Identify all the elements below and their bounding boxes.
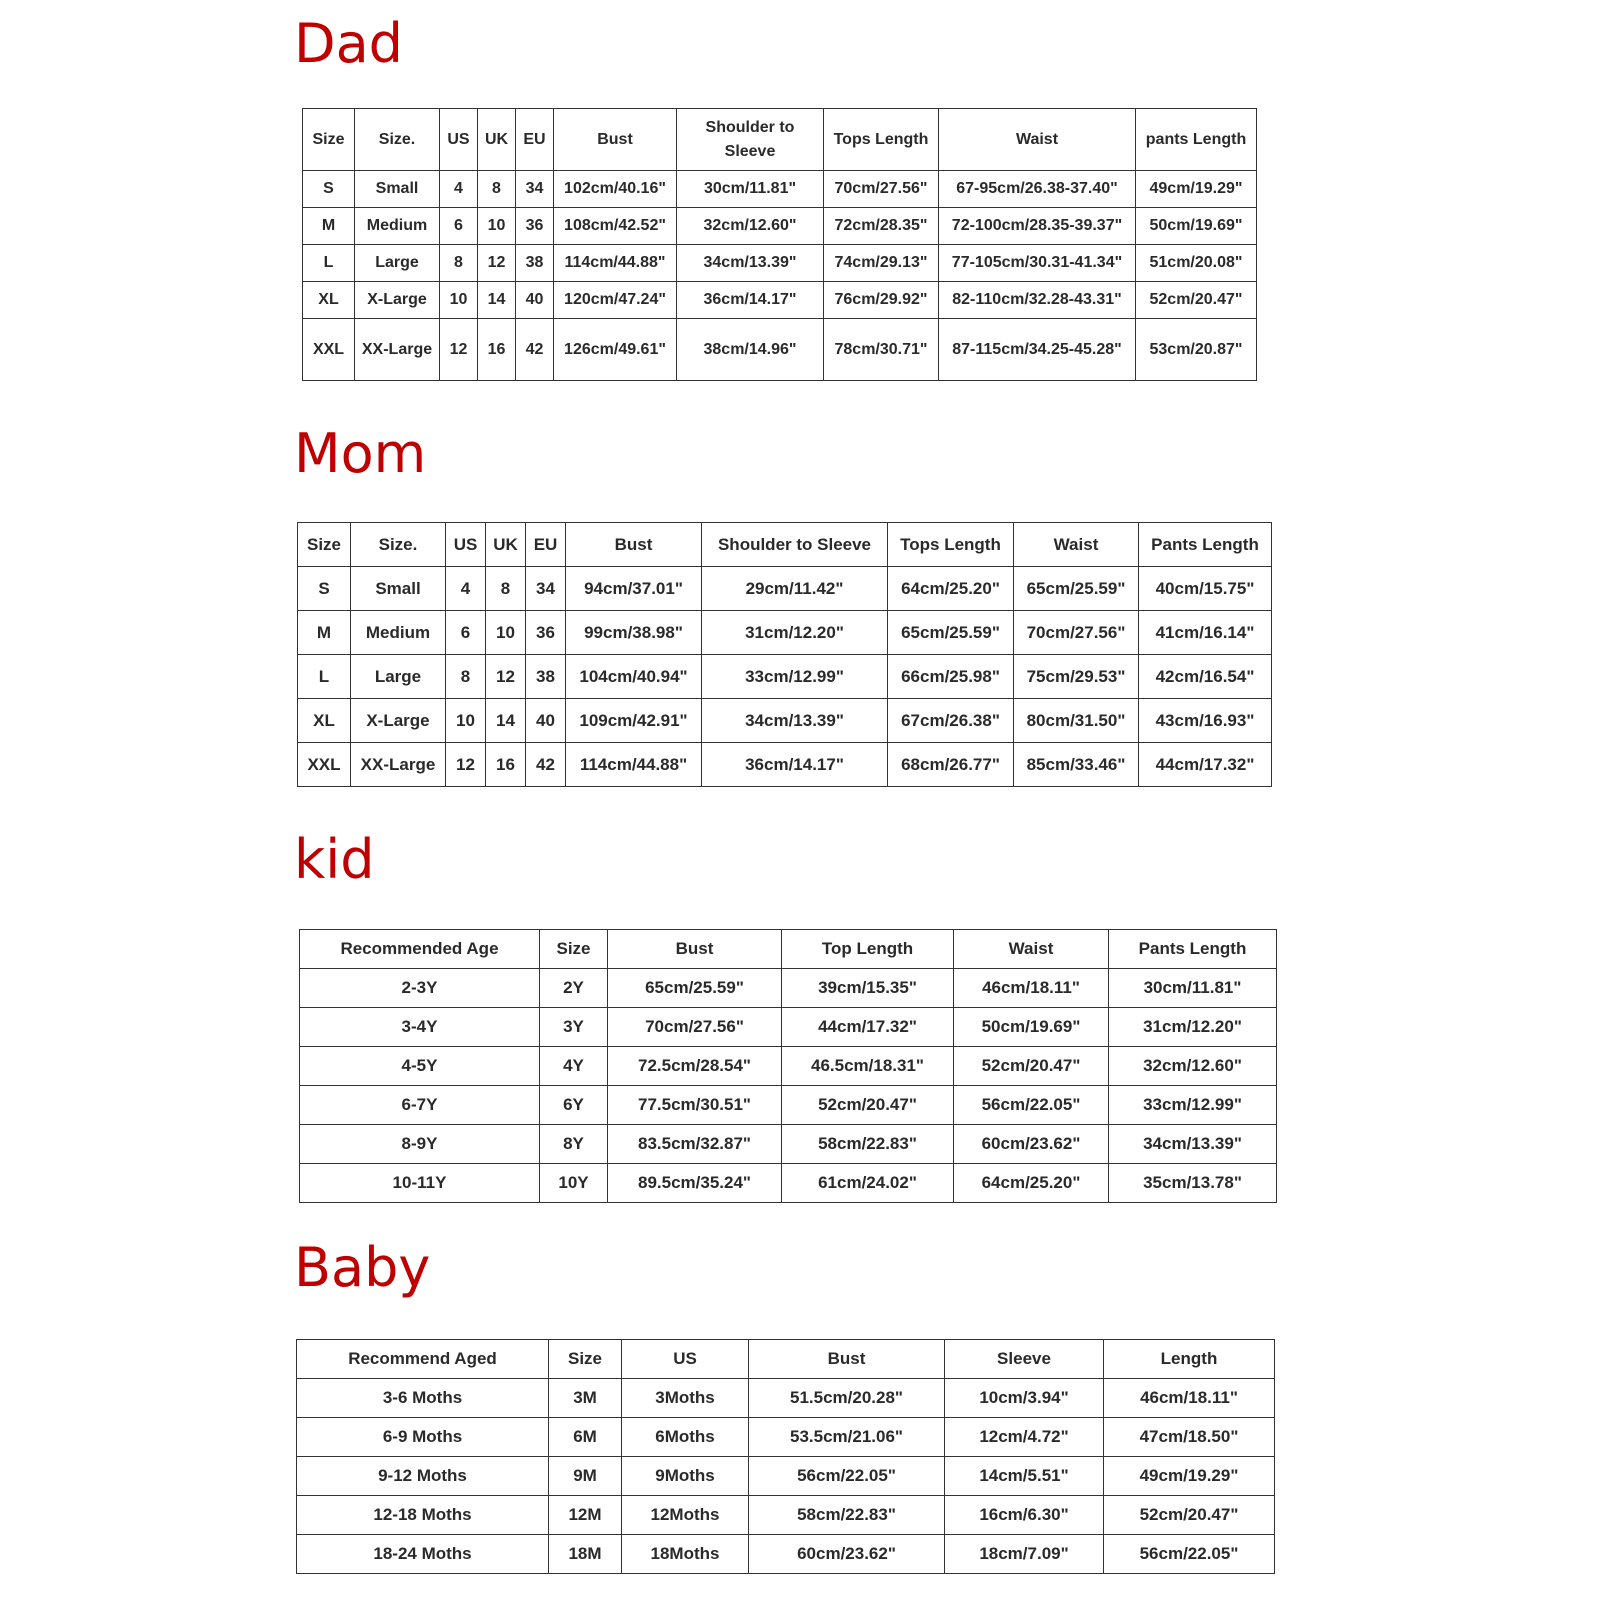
table-row <box>303 171 1257 208</box>
table-cell: XL <box>303 282 355 319</box>
table-cell: 72cm/28.35" <box>824 208 939 245</box>
table-cell: 99cm/38.98" <box>566 611 702 655</box>
dad-size-table <box>302 108 1257 381</box>
table-cell: 10cm/3.94" <box>945 1379 1104 1418</box>
table-row <box>298 699 1272 743</box>
table-cell: 33cm/12.99" <box>702 655 888 699</box>
table-cell: 18-24 Moths <box>297 1535 549 1574</box>
table-cell: 56cm/22.05" <box>954 1086 1109 1125</box>
table-cell: 82-110cm/32.28-43.31" <box>939 282 1136 319</box>
table-cell: 6M <box>549 1418 622 1457</box>
table-cell: 83.5cm/32.87" <box>608 1125 782 1164</box>
table-cell: 12cm/4.72" <box>945 1418 1104 1457</box>
table-cell: 66cm/25.98" <box>888 655 1014 699</box>
table-cell: 31cm/12.20" <box>702 611 888 655</box>
table-row <box>300 1086 1277 1125</box>
table-cell: XX-Large <box>351 743 446 787</box>
header-row <box>297 1340 1275 1379</box>
table-cell: 32cm/12.60" <box>677 208 824 245</box>
header-row <box>303 109 1257 171</box>
table-cell: 8 <box>486 567 526 611</box>
table-row <box>303 319 1257 381</box>
table-cell: 9M <box>549 1457 622 1496</box>
column-header: Size <box>540 930 608 969</box>
table-cell: 8Y <box>540 1125 608 1164</box>
table-cell: 8 <box>446 655 486 699</box>
table-row <box>297 1418 1275 1457</box>
table-cell: 6-7Y <box>300 1086 540 1125</box>
table-cell: Large <box>355 245 440 282</box>
column-header: US <box>440 109 478 171</box>
table-cell: 76cm/29.92" <box>824 282 939 319</box>
table-cell: 12 <box>478 245 516 282</box>
table-row <box>303 208 1257 245</box>
table-cell: 35cm/13.78" <box>1109 1164 1277 1203</box>
table-cell: 34cm/13.39" <box>677 245 824 282</box>
table-cell: XXL <box>303 319 355 381</box>
table-cell: 16 <box>478 319 516 381</box>
table-cell: 72.5cm/28.54" <box>608 1047 782 1086</box>
table-row <box>303 245 1257 282</box>
table-cell: 14cm/5.51" <box>945 1457 1104 1496</box>
table-cell: 49cm/19.29" <box>1104 1457 1275 1496</box>
table-cell: 61cm/24.02" <box>782 1164 954 1203</box>
kid-size-table <box>299 929 1277 1203</box>
table-cell: 6Moths <box>622 1418 749 1457</box>
table-cell: 56cm/22.05" <box>749 1457 945 1496</box>
table-cell: 64cm/25.20" <box>954 1164 1109 1203</box>
table-cell: 4-5Y <box>300 1047 540 1086</box>
table-cell: 2-3Y <box>300 969 540 1008</box>
table-cell: 65cm/25.59" <box>1014 567 1139 611</box>
table-cell: 64cm/25.20" <box>888 567 1014 611</box>
table-cell: 114cm/44.88" <box>566 743 702 787</box>
table-cell: 10 <box>440 282 478 319</box>
baby-section-title: Baby <box>294 1236 431 1299</box>
table-cell: 18M <box>549 1535 622 1574</box>
table-cell: 12Moths <box>622 1496 749 1535</box>
table-cell: 77-105cm/30.31-41.34" <box>939 245 1136 282</box>
table-row <box>297 1496 1275 1535</box>
table-cell: 36cm/14.17" <box>702 743 888 787</box>
table-cell: 36 <box>516 208 554 245</box>
table-cell: 8 <box>440 245 478 282</box>
table-cell: 70cm/27.56" <box>608 1008 782 1047</box>
table-row <box>300 1125 1277 1164</box>
table-cell: 65cm/25.59" <box>608 969 782 1008</box>
table-cell: 40 <box>526 699 566 743</box>
table-cell: 67-95cm/26.38-37.40" <box>939 171 1136 208</box>
table-cell: L <box>303 245 355 282</box>
table-cell: Medium <box>355 208 440 245</box>
table-cell: 43cm/16.93" <box>1139 699 1272 743</box>
column-header: Size. <box>355 109 440 171</box>
table-cell: 42 <box>516 319 554 381</box>
table-cell: 31cm/12.20" <box>1109 1008 1277 1047</box>
table-cell: 34 <box>516 171 554 208</box>
column-header: US <box>622 1340 749 1379</box>
table-cell: 8-9Y <box>300 1125 540 1164</box>
table-cell: 14 <box>478 282 516 319</box>
table-cell: 53cm/20.87" <box>1136 319 1257 381</box>
table-cell: Small <box>351 567 446 611</box>
table-cell: 49cm/19.29" <box>1136 171 1257 208</box>
column-header: Bust <box>749 1340 945 1379</box>
table-cell: 12 <box>440 319 478 381</box>
table-cell: 9-12 Moths <box>297 1457 549 1496</box>
column-header: Recommend Aged <box>297 1340 549 1379</box>
table-cell: XL <box>298 699 351 743</box>
table-cell: 6 <box>440 208 478 245</box>
table-cell: 4 <box>446 567 486 611</box>
column-header: Waist <box>1014 523 1139 567</box>
table-cell: 77.5cm/30.51" <box>608 1086 782 1125</box>
table-cell: 40cm/15.75" <box>1139 567 1272 611</box>
table-cell: 12 <box>446 743 486 787</box>
table-cell: L <box>298 655 351 699</box>
table-cell: 51.5cm/20.28" <box>749 1379 945 1418</box>
table-cell: 72-100cm/28.35-39.37" <box>939 208 1136 245</box>
table-cell: 16cm/6.30" <box>945 1496 1104 1535</box>
table-cell: M <box>303 208 355 245</box>
table-row <box>298 567 1272 611</box>
table-cell: 60cm/23.62" <box>954 1125 1109 1164</box>
table-cell: 10 <box>478 208 516 245</box>
table-cell: 30cm/11.81" <box>677 171 824 208</box>
table-cell: 34 <box>526 567 566 611</box>
table-cell: 2Y <box>540 969 608 1008</box>
table-cell: 29cm/11.42" <box>702 567 888 611</box>
table-cell: 52cm/20.47" <box>954 1047 1109 1086</box>
column-header: Pants Length <box>1139 523 1272 567</box>
table-cell: 6Y <box>540 1086 608 1125</box>
table-cell: 38 <box>526 655 566 699</box>
table-cell: 74cm/29.13" <box>824 245 939 282</box>
column-header: pants Length <box>1136 109 1257 171</box>
table-cell: 70cm/27.56" <box>1014 611 1139 655</box>
table-cell: 67cm/26.38" <box>888 699 1014 743</box>
table-cell: 46cm/18.11" <box>1104 1379 1275 1418</box>
column-header: UK <box>478 109 516 171</box>
table-cell: 14 <box>486 699 526 743</box>
table-cell: 109cm/42.91" <box>566 699 702 743</box>
table-cell: 58cm/22.83" <box>782 1125 954 1164</box>
column-header: Size. <box>351 523 446 567</box>
table-row <box>297 1379 1275 1418</box>
table-cell: 94cm/37.01" <box>566 567 702 611</box>
column-header: Recommended Age <box>300 930 540 969</box>
column-header: Size <box>303 109 355 171</box>
table-cell: 53.5cm/21.06" <box>749 1418 945 1457</box>
table-cell: 16 <box>486 743 526 787</box>
header-row <box>300 930 1277 969</box>
table-cell: 34cm/13.39" <box>702 699 888 743</box>
table-cell: 52cm/20.47" <box>1136 282 1257 319</box>
table-cell: 10Y <box>540 1164 608 1203</box>
table-cell: 10-11Y <box>300 1164 540 1203</box>
table-cell: 87-115cm/34.25-45.28" <box>939 319 1136 381</box>
mom-size-table <box>297 522 1272 787</box>
table-cell: 38 <box>516 245 554 282</box>
table-cell: 10 <box>486 611 526 655</box>
kid-section-title: kid <box>294 828 375 891</box>
table-cell: 50cm/19.69" <box>1136 208 1257 245</box>
table-cell: 65cm/25.59" <box>888 611 1014 655</box>
table-cell: 56cm/22.05" <box>1104 1535 1275 1574</box>
column-header: Bust <box>608 930 782 969</box>
column-header: EU <box>526 523 566 567</box>
table-cell: 4Y <box>540 1047 608 1086</box>
column-header: Pants Length <box>1109 930 1277 969</box>
table-cell: 114cm/44.88" <box>554 245 677 282</box>
table-cell: 12 <box>486 655 526 699</box>
table-cell: 10 <box>446 699 486 743</box>
table-cell: 80cm/31.50" <box>1014 699 1139 743</box>
table-cell: 38cm/14.96" <box>677 319 824 381</box>
table-cell: 120cm/47.24" <box>554 282 677 319</box>
table-cell: 3Y <box>540 1008 608 1047</box>
column-header: Waist <box>954 930 1109 969</box>
table-cell: 12-18 Moths <box>297 1496 549 1535</box>
table-cell: XXL <box>298 743 351 787</box>
table-cell: Small <box>355 171 440 208</box>
table-cell: Large <box>351 655 446 699</box>
table-cell: S <box>298 567 351 611</box>
table-cell: 3M <box>549 1379 622 1418</box>
table-cell: 3Moths <box>622 1379 749 1418</box>
table-cell: 6 <box>446 611 486 655</box>
table-cell: 36cm/14.17" <box>677 282 824 319</box>
table-cell: 44cm/17.32" <box>1139 743 1272 787</box>
column-header: Length <box>1104 1340 1275 1379</box>
table-row <box>297 1535 1275 1574</box>
table-row <box>298 611 1272 655</box>
column-header: Shoulder to Sleeve <box>702 523 888 567</box>
table-cell: 52cm/20.47" <box>782 1086 954 1125</box>
column-header: EU <box>516 109 554 171</box>
table-cell: X-Large <box>355 282 440 319</box>
mom-section-title: Mom <box>294 422 427 485</box>
column-header: Size <box>549 1340 622 1379</box>
table-cell: 52cm/20.47" <box>1104 1496 1275 1535</box>
baby-size-table <box>296 1339 1275 1574</box>
header-row <box>298 523 1272 567</box>
table-cell: 78cm/30.71" <box>824 319 939 381</box>
column-header: Size <box>298 523 351 567</box>
table-cell: 75cm/29.53" <box>1014 655 1139 699</box>
table-row <box>298 743 1272 787</box>
table-cell: 6-9 Moths <box>297 1418 549 1457</box>
table-cell: 85cm/33.46" <box>1014 743 1139 787</box>
table-row <box>298 655 1272 699</box>
table-cell: 104cm/40.94" <box>566 655 702 699</box>
table-cell: 18cm/7.09" <box>945 1535 1104 1574</box>
table-cell: 3-4Y <box>300 1008 540 1047</box>
column-header: Tops Length <box>888 523 1014 567</box>
column-header: Waist <box>939 109 1136 171</box>
table-cell: 46.5cm/18.31" <box>782 1047 954 1086</box>
table-cell: 39cm/15.35" <box>782 969 954 1008</box>
table-cell: 33cm/12.99" <box>1109 1086 1277 1125</box>
table-cell: 3-6 Moths <box>297 1379 549 1418</box>
table-cell: 12M <box>549 1496 622 1535</box>
column-header: Bust <box>554 109 677 171</box>
table-cell: 102cm/40.16" <box>554 171 677 208</box>
table-cell: S <box>303 171 355 208</box>
table-row <box>297 1457 1275 1496</box>
table-row <box>300 1164 1277 1203</box>
table-cell: 42 <box>526 743 566 787</box>
column-header: US <box>446 523 486 567</box>
table-cell: 108cm/42.52" <box>554 208 677 245</box>
table-cell: 34cm/13.39" <box>1109 1125 1277 1164</box>
table-cell: 30cm/11.81" <box>1109 969 1277 1008</box>
table-cell: 50cm/19.69" <box>954 1008 1109 1047</box>
table-row <box>303 282 1257 319</box>
table-cell: 9Moths <box>622 1457 749 1496</box>
table-row <box>300 1008 1277 1047</box>
table-cell: Medium <box>351 611 446 655</box>
table-cell: 4 <box>440 171 478 208</box>
table-cell: 42cm/16.54" <box>1139 655 1272 699</box>
table-cell: 70cm/27.56" <box>824 171 939 208</box>
table-cell: M <box>298 611 351 655</box>
column-header: Sleeve <box>945 1340 1104 1379</box>
table-row <box>300 1047 1277 1086</box>
column-header: Bust <box>566 523 702 567</box>
table-cell: 41cm/16.14" <box>1139 611 1272 655</box>
table-cell: 126cm/49.61" <box>554 319 677 381</box>
table-cell: 32cm/12.60" <box>1109 1047 1277 1086</box>
table-cell: 47cm/18.50" <box>1104 1418 1275 1457</box>
table-cell: 18Moths <box>622 1535 749 1574</box>
table-cell: 58cm/22.83" <box>749 1496 945 1535</box>
table-cell: 46cm/18.11" <box>954 969 1109 1008</box>
dad-section-title: Dad <box>294 12 403 75</box>
table-cell: 44cm/17.32" <box>782 1008 954 1047</box>
table-cell: X-Large <box>351 699 446 743</box>
table-row <box>300 969 1277 1008</box>
table-cell: 68cm/26.77" <box>888 743 1014 787</box>
table-cell: 36 <box>526 611 566 655</box>
column-header: Top Length <box>782 930 954 969</box>
table-cell: 40 <box>516 282 554 319</box>
column-header: UK <box>486 523 526 567</box>
table-cell: 8 <box>478 171 516 208</box>
table-cell: 89.5cm/35.24" <box>608 1164 782 1203</box>
table-cell: 51cm/20.08" <box>1136 245 1257 282</box>
table-cell: XX-Large <box>355 319 440 381</box>
column-header: Tops Length <box>824 109 939 171</box>
column-header: Shoulder to Sleeve <box>677 109 824 171</box>
table-cell: 60cm/23.62" <box>749 1535 945 1574</box>
